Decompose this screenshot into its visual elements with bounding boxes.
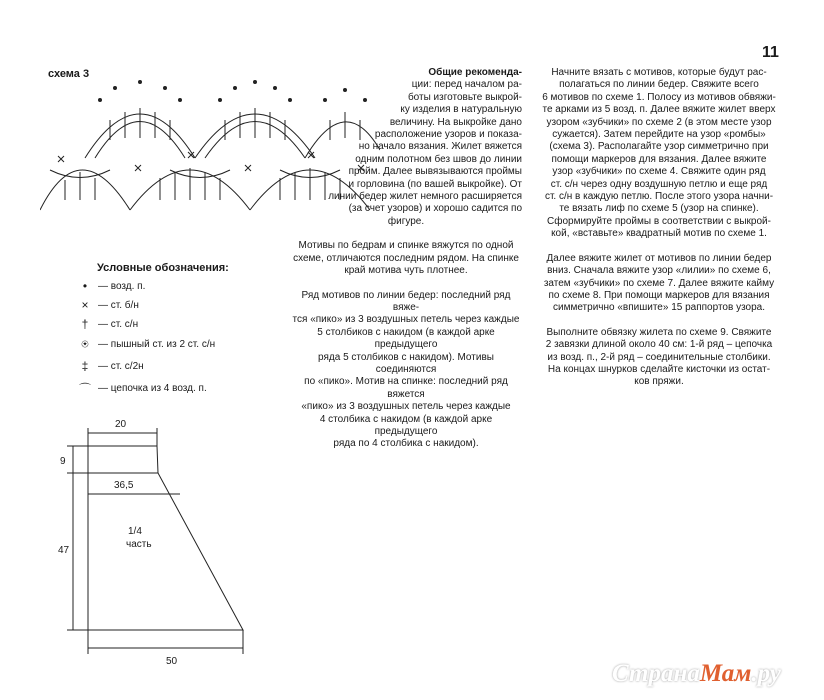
legend-label: — цепочка из 4 возд. п. [98, 382, 207, 394]
text-line: ку изделия в натуральную [400, 104, 522, 116]
text-line: фигуре. [387, 215, 425, 227]
instructions-paragraph-3 [541, 327, 777, 389]
text-line: из возд. п., 2-й ряд – соединительные столбики. [547, 351, 771, 363]
text-line: ции: перед началом ра- [411, 79, 522, 91]
text-line: и горловина (по вашей выкройке). От [348, 178, 522, 190]
dot-icon: • [82, 279, 88, 293]
text-line: симметрично «впишите» 15 раппортов узора. [552, 302, 766, 314]
legend-item-arc [72, 378, 207, 398]
text-line: Далее вяжите жилет от мотивов по линии бедер [546, 252, 772, 264]
text-line: Мотивы по бедрам и спинке вяжутся по одной [298, 240, 514, 252]
text-line: ряда по 4 столбика с накидом). [333, 438, 479, 450]
legend-label: — ст. с/н [98, 318, 139, 330]
legend-item-dc [72, 314, 138, 334]
text-line: сужается). Затем перейдите на узор «ромбы» [552, 129, 766, 141]
text-line: расположение узоров и показа- [374, 129, 522, 141]
text-line: Сформируйте проймы в соответствии с выкрой- [547, 215, 771, 227]
text-line: узором «зубчики» по схеме 2 (в этом месте узор [546, 116, 772, 128]
text-line: «пико» из 3 воздушных петель через каждые [301, 401, 511, 413]
arc-icon: ⌒ [78, 381, 91, 396]
dim-top: 20 [115, 419, 127, 430]
legend-label: — возд. п. [98, 280, 146, 292]
text-line: ряда 5 столбиков с накидом). Мотивы соединяются [318, 351, 494, 375]
text-line: ст. с/н в каждую петлю. После этого узора начни- [544, 191, 774, 203]
text-line: величину. На выкройке дано [389, 116, 522, 128]
general-title: Общие рекоменда- [428, 67, 522, 78]
scheme-label: схема 3 [48, 68, 90, 80]
text-line: Выполните обвязку жилета по схеме 9. Свяжите [546, 326, 772, 338]
text-line: тся «пико» из 3 воздушных петель через каждые [292, 314, 520, 326]
text-line: те арками из 5 возд. п. Далее вяжите жилет вверх [542, 104, 776, 116]
general-recommendations [290, 67, 522, 451]
legend-item-puff [72, 334, 215, 354]
text-line: одним полотном без швов до линии [355, 153, 522, 165]
text-line: пройм. Далее вывязываются проймы [348, 166, 522, 178]
text-line: край мотива чуть плотнее. [344, 265, 468, 277]
legend-label: — ст. б/н [98, 299, 139, 311]
garment-pattern [55, 418, 290, 668]
text-line: 6 мотивов по схеме 1. Полосу из мотивов обвяжи- [542, 91, 776, 103]
dim-middle: 36,5 [114, 480, 134, 491]
part-label: часть [126, 539, 152, 550]
legend-item-tr [72, 356, 144, 376]
legend-item-sc [72, 295, 139, 315]
text-line: ст. с/н через одну воздушную петлю и еще ряд [550, 178, 768, 190]
legend-item-chain [72, 276, 145, 296]
text-line: затем «зубчики» по схеме 7. Далее вяжите кайму [543, 277, 775, 289]
puff-stitch-icon: ⍟ [81, 336, 89, 351]
text-line: боты изготовьте выкрой- [407, 91, 522, 103]
text-line: Начните вязать с мотивов, которые будут рас- [551, 67, 767, 78]
watermark-part: Мам [699, 660, 752, 687]
text-line: 5 столбиков с накидом (в каждой арке предыдущего [317, 326, 495, 351]
text-line: 4 столбика с накидом (в каждой арке предыдущего [319, 413, 493, 437]
text-line: по схеме 8. При помощи маркеров для вязания [548, 289, 770, 301]
site-watermark [612, 660, 781, 688]
double-dagger-icon: ‡ [81, 359, 89, 373]
watermark-part: .ру [751, 660, 781, 687]
dim-height: 47 [58, 545, 70, 556]
instructions-column [541, 67, 777, 389]
motif-rows-note [290, 290, 522, 451]
text-line: помощи маркеров для вязания. Далее вяжите [551, 153, 767, 165]
text-line: вниз. Сначала вяжите узор «лилии» по схеме 6, [547, 265, 771, 277]
instructions-paragraph-2 [541, 253, 777, 315]
text-line: (за счет узоров) и хорошо садится по [348, 203, 522, 215]
text-line: но начало вязания. Жилет вяжется [358, 141, 522, 153]
dagger-icon: † [81, 317, 89, 331]
text-line: линии бедер жилет немного расширяется [328, 191, 522, 203]
text-line: полагаться по линии бедер. Свяжите всего [559, 79, 759, 91]
text-line: по «пико». Мотив на спинке: последний ряд вяжется [304, 376, 508, 400]
dim-bottom: 50 [166, 656, 178, 667]
part-fraction: 1/4 [128, 526, 142, 537]
motif-note [290, 240, 522, 277]
text-line: узор «зубчики» по схеме 4. Свяжите один ряд [552, 166, 766, 178]
legend-title: Условные обозначения: [97, 262, 229, 274]
text-line: На концах шнурков сделайте кисточки из остат- [547, 363, 771, 375]
watermark-part: Страна [612, 660, 700, 687]
text-line: ков пряжи. [634, 376, 684, 388]
cross-icon: × [81, 298, 89, 312]
text-line: Ряд мотивов по линии бедер: последний ряд вяже- [301, 289, 511, 313]
text-line: кой, «вставьте» квадратный мотив по схеме 1. [551, 228, 767, 240]
text-line: схеме, отличаются последним рядом. На спинке [293, 252, 519, 264]
text-line: (схема 3). Располагайте узор симметрично при [549, 141, 769, 153]
text-line: те вязать лиф по схеме 5 (узор на спинке). [559, 203, 759, 215]
text-line: 2 завязки длиной около 40 см: 1-й ряд – цепочка [545, 339, 773, 351]
instructions-paragraph-1 [541, 67, 777, 241]
page-number: 11 [762, 44, 779, 61]
dim-side: 9 [60, 456, 66, 467]
legend-label: — пышный ст. из 2 ст. с/н [98, 338, 216, 350]
legend-label: — ст. с/2н [98, 360, 144, 372]
